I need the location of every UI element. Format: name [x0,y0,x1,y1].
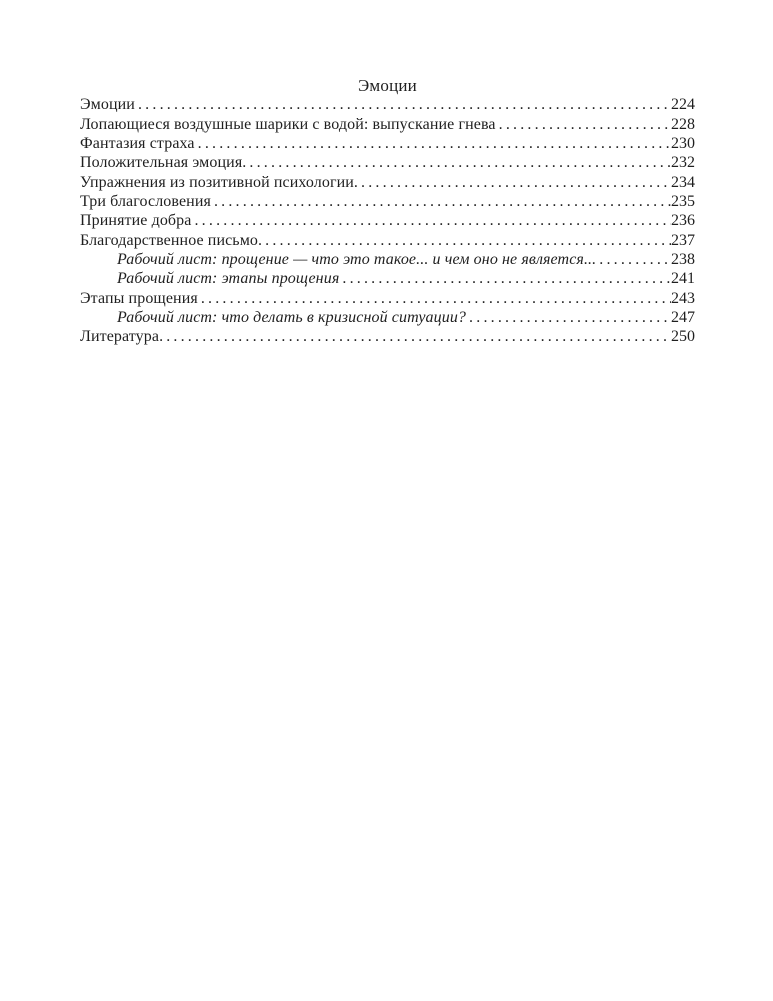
toc-entry-page-number: 250 [671,328,695,346]
toc-entry-label: Принятие добра [80,212,192,230]
toc-entry [80,269,695,288]
toc-entry-label: Рабочий лист: прощение — что это такое... и чем оно не является... [117,251,597,269]
toc-entry-page-number: 235 [671,193,695,211]
dot-leader [195,134,671,153]
toc-entry-page-number: 224 [671,96,695,114]
dot-leader [358,173,671,192]
toc-list [80,95,695,346]
dot-leader [135,95,671,114]
toc-entry [80,95,695,114]
toc-entry-page-number: 243 [671,289,695,307]
dot-leader [496,115,671,134]
toc-entry [80,153,695,172]
toc-entry [80,250,695,269]
dot-leader [339,269,671,288]
toc-entry [80,211,695,230]
toc-entry-label: Три благословения [80,193,211,211]
toc-entry [80,134,695,153]
toc-entry-label: Положительная эмоция. [80,154,247,172]
toc-entry [80,308,695,327]
toc-entry-page-number: 234 [671,173,695,191]
dot-leader [596,250,671,269]
toc-entry [80,327,695,346]
toc-entry-label: Литература. [80,328,164,346]
toc-entry-page-number: 230 [671,134,695,152]
toc-entry-label: Упражнения из позитивной психологии. [80,173,359,191]
toc-entry-page-number: 228 [671,115,695,133]
toc-entry-label: Благодарственное письмо. [80,231,263,249]
dot-leader [211,192,671,211]
toc-entry [80,289,695,308]
toc-entry-page-number: 238 [671,251,695,269]
section-title: Эмоции [358,76,417,95]
dot-leader [466,308,671,327]
toc-entry-page-number: 237 [671,231,695,249]
toc-entry-page-number: 236 [671,212,695,230]
toc-entry-page-number: 232 [671,154,695,172]
toc-entry [80,173,695,192]
toc-entry [80,115,695,134]
toc-entry-label: Лопающиеся воздушные шарики с водой: выпускание гнева [80,115,496,133]
toc-entry-page-number: 241 [671,270,695,288]
dot-leader [246,153,671,172]
toc-content [80,76,695,347]
toc-entry-label: Рабочий лист: этапы прощения [117,270,340,288]
toc-entry [80,231,695,250]
toc-entry-label: Этапы прощения [80,289,198,307]
dot-leader [198,289,671,308]
dot-leader [191,211,671,230]
toc-entry-page-number: 247 [671,309,695,327]
dot-leader [262,231,671,250]
toc-entry-label: Рабочий лист: что делать в кризисной ситуации? [117,309,467,327]
dot-leader [163,327,671,346]
toc-entry-label: Эмоции [80,96,135,114]
toc-entry-label: Фантазия страха [80,134,195,152]
toc-entry [80,192,695,211]
